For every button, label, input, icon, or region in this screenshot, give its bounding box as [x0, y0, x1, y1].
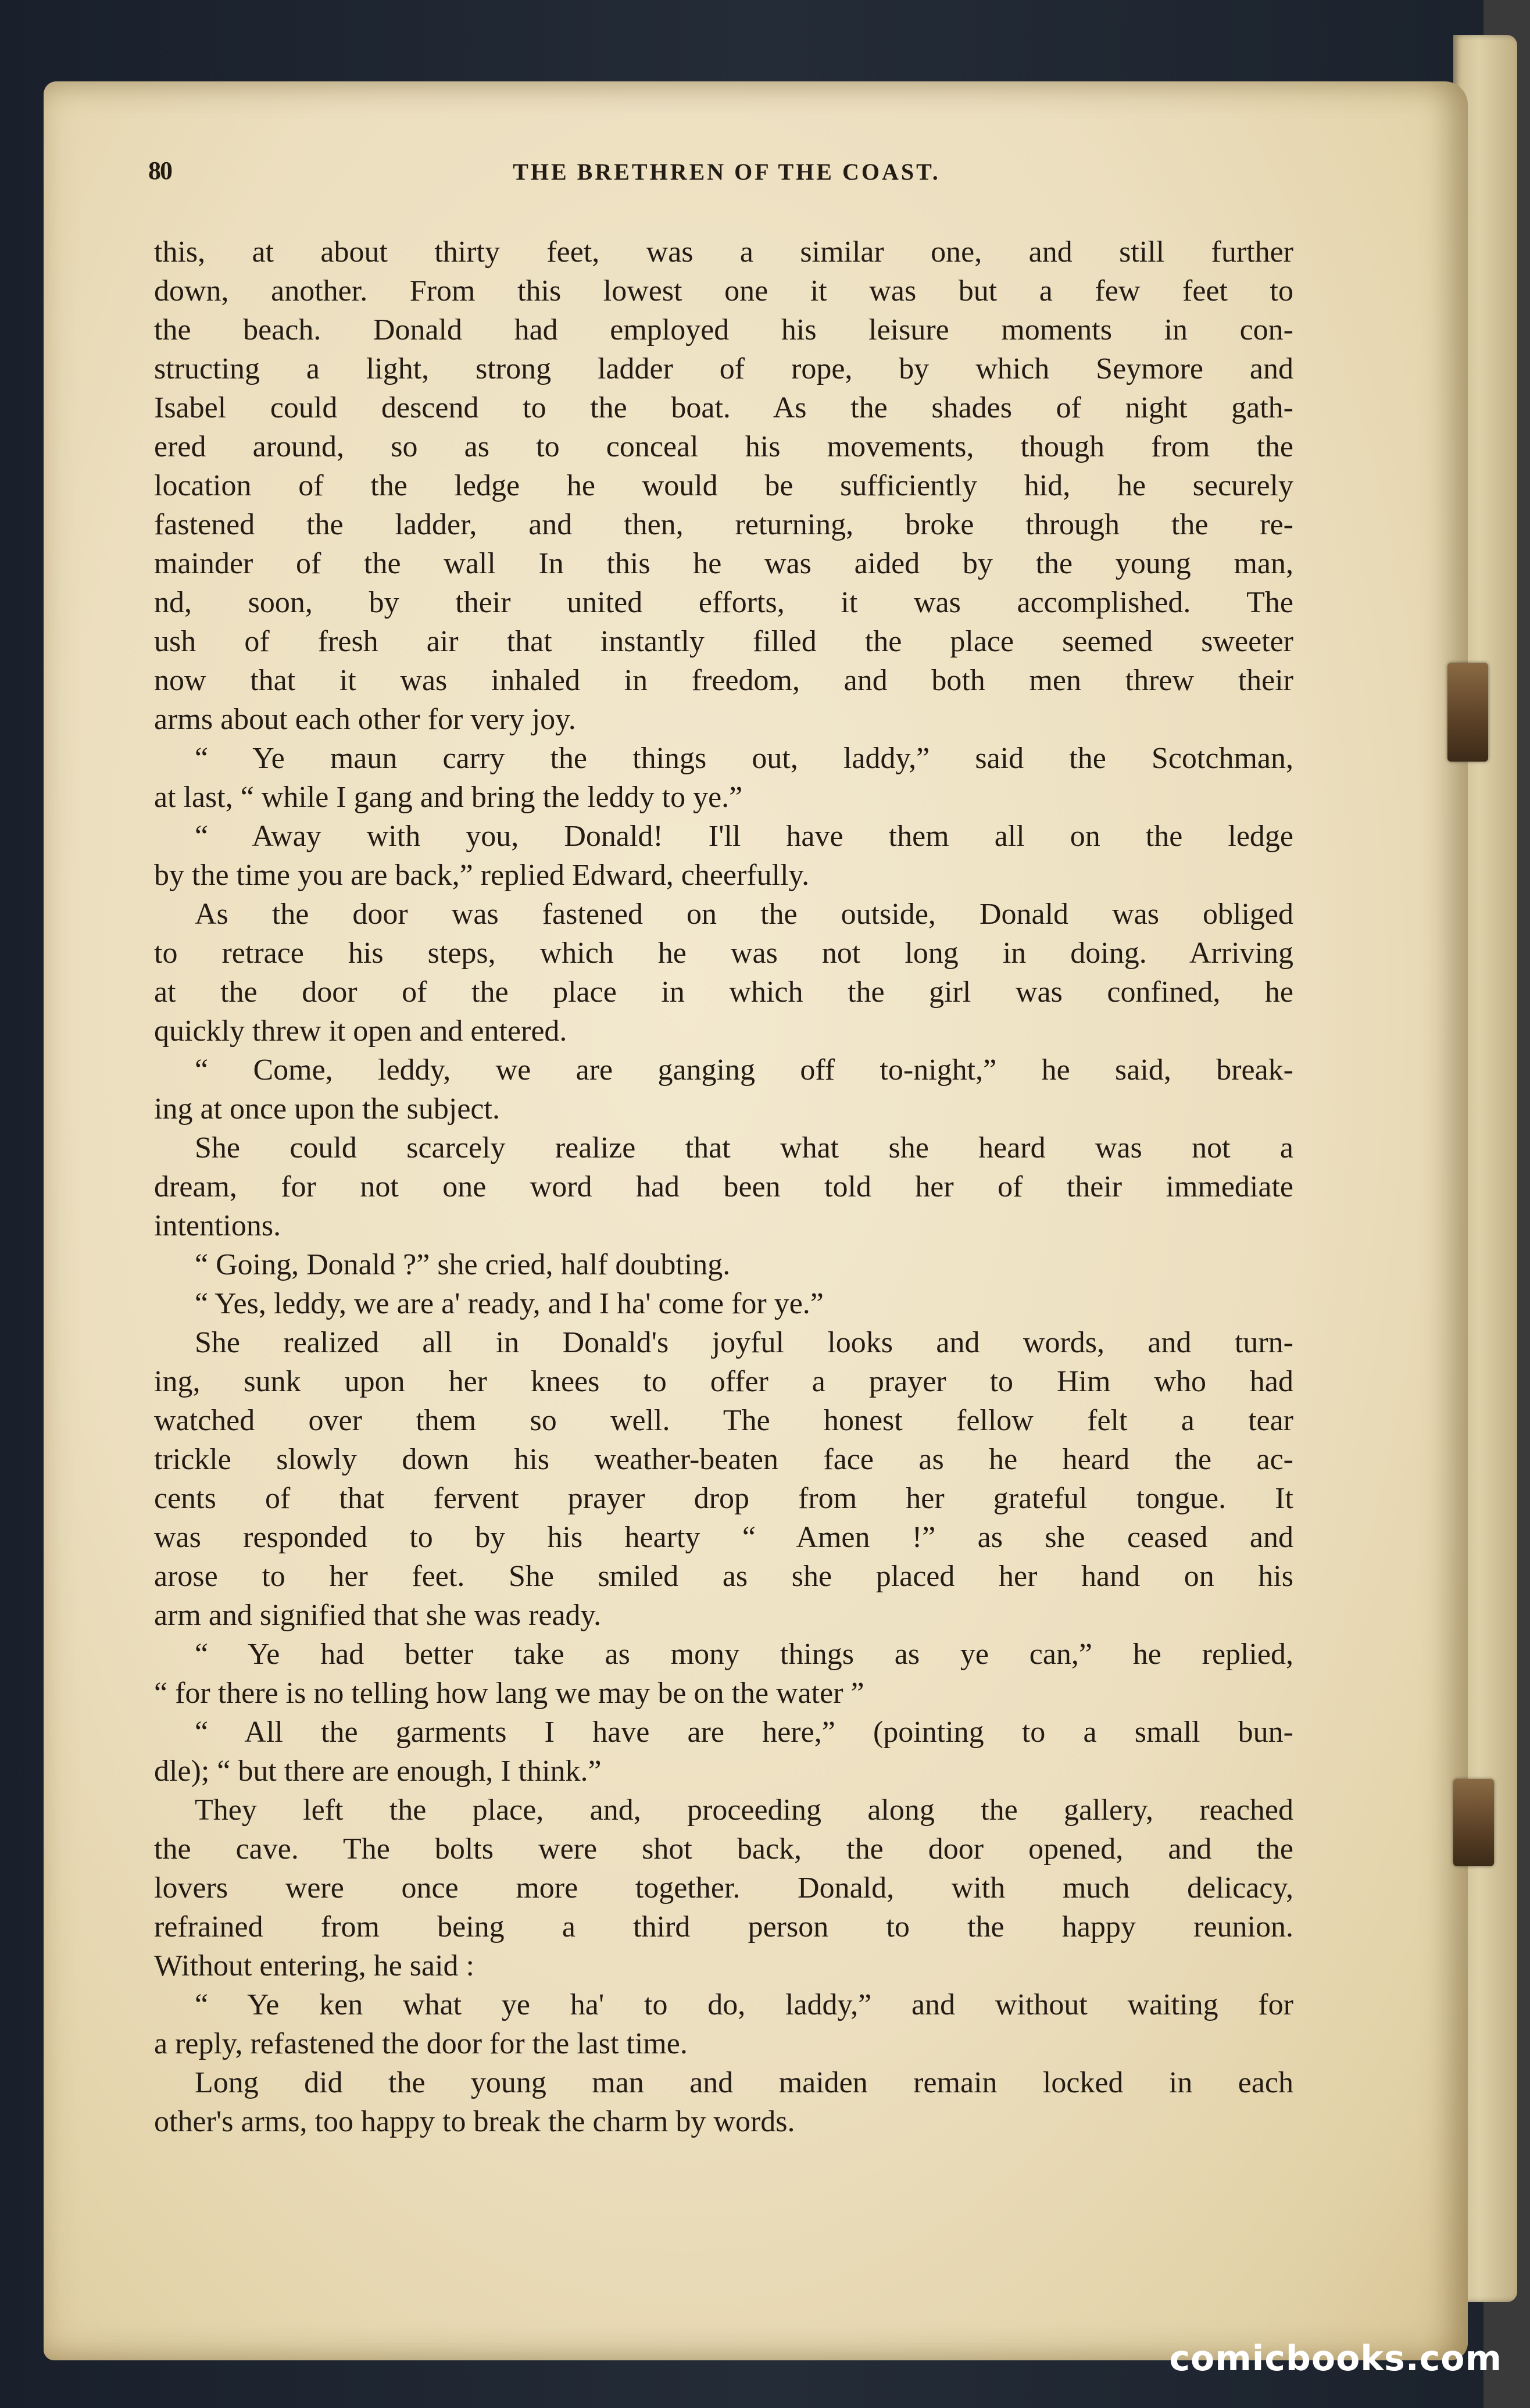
text-line: down, another. From this lowest one it was but a few feet to [154, 274, 1293, 308]
text-line: location of the ledge he would be sufficiently hid, he securely [154, 469, 1293, 502]
text-line: “ Going, Donald ?” she cried, half doubting. [195, 1248, 731, 1281]
text-line: the cave. The bolts were shot back, the door opened, and the [154, 1832, 1293, 1866]
text-line: ing at once upon the subject. [154, 1092, 500, 1126]
text-line: ered around, so as to conceal his movements, though from the [154, 430, 1293, 463]
text-line: trickle slowly down his weather-beaten face as he heard the ac- [154, 1443, 1293, 1476]
text-line: a reply, refastened the door for the last time. [154, 2027, 688, 2060]
text-line: She could scarcely realize that what she heard was not a [195, 1131, 1293, 1164]
text-line: lovers were once more together. Donald, with much delicacy, [154, 1871, 1293, 1905]
text-line: “ Ye had better take as mony things as ye can,” he replied, [195, 1638, 1293, 1671]
page-number: 80 [148, 156, 171, 185]
running-title: THE BRETHREN OF THE COAST. [513, 159, 941, 185]
text-line: arose to her feet. She smiled as she placed her hand on his [154, 1560, 1293, 1593]
text-line: “ Yes, leddy, we are a' ready, and I ha' come for ye.” [195, 1287, 824, 1320]
text-line: “ All the garments I have are here,” (pointing to a small bun- [195, 1716, 1293, 1749]
text-line: the beach. Donald had employed his leisure moments in con- [154, 313, 1293, 346]
text-line: Long did the young man and maiden remain locked in each [195, 2066, 1293, 2099]
text-line: this, at about thirty feet, was a similar one, and still further [154, 235, 1293, 269]
text-line: ush of fresh air that instantly filled the place seemed sweeter [154, 625, 1293, 658]
text-line: dream, for not one word had been told her of their immediate [154, 1170, 1293, 1203]
binding-tab-bottom [1453, 1779, 1494, 1866]
text-line: intentions. [154, 1209, 281, 1242]
text-line: other's arms, too happy to break the charm by words. [154, 2105, 795, 2138]
text-line: refrained from being a third person to the happy reunion. [154, 1910, 1293, 1943]
text-line: watched over them so well. The honest fellow felt a tear [154, 1404, 1293, 1437]
text-line: nd, soon, by their united efforts, it was accomplished. The [154, 586, 1293, 619]
text-line: to retrace his steps, which he was not long in doing. Arriving [154, 937, 1293, 970]
text-line: cents of that fervent prayer drop from her grateful tongue. It [154, 1482, 1293, 1515]
text-line: by the time you are back,” replied Edward, cheerfully. [154, 859, 810, 892]
text-line: She realized all in Donald's joyful looks and words, and turn- [195, 1326, 1293, 1359]
text-line: Without entering, he said : [154, 1949, 475, 1982]
text-line: They left the place, and, proceeding along the gallery, reached [195, 1794, 1293, 1827]
site-watermark: comicbooks.com [1169, 2338, 1502, 2379]
body-text [154, 233, 1293, 2141]
text-line: arms about each other for very joy. [154, 703, 576, 736]
text-line: “ Ye maun carry the things out, laddy,” said the Scotchman, [195, 742, 1293, 775]
page-header [148, 156, 1305, 197]
binding-tab-top [1447, 663, 1488, 762]
text-line: mainder of the wall In this he was aided by the young man, [154, 547, 1293, 580]
text-line: “ Ye ken what ye ha' to do, laddy,” and without waiting for [195, 1988, 1293, 2021]
text-line: at the door of the place in which the girl was confined, he [154, 976, 1293, 1009]
text-line: “ Away with you, Donald! I'll have them all on the ledge [195, 820, 1293, 853]
text-line: “ for there is no telling how lang we may be on the water ” [154, 1677, 864, 1710]
text-line: arm and signified that she was ready. [154, 1599, 602, 1632]
text-line: As the door was fastened on the outside, Donald was obliged [195, 898, 1293, 931]
text-line: “ Come, leddy, we are ganging off to-night,” he said, break- [195, 1053, 1293, 1087]
text-line: dle); “ but there are enough, I think.” [154, 1755, 602, 1788]
text-line: at last, “ while I gang and bring the leddy to ye.” [154, 781, 743, 814]
text-line: fastened the ladder, and then, returning, broke through the re- [154, 508, 1293, 541]
text-line: was responded to by his hearty “ Amen !” as she ceased and [154, 1521, 1293, 1554]
text-line: quickly threw it open and entered. [154, 1014, 567, 1048]
text-line: ing, sunk upon her knees to offer a prayer to Him who had [154, 1365, 1293, 1398]
text-line: now that it was inhaled in freedom, and both men threw their [154, 664, 1293, 697]
text-line: Isabel could descend to the boat. As the shades of night gath- [154, 391, 1293, 424]
text-line: structing a light, strong ladder of rope, by which Seymore and [154, 352, 1293, 385]
